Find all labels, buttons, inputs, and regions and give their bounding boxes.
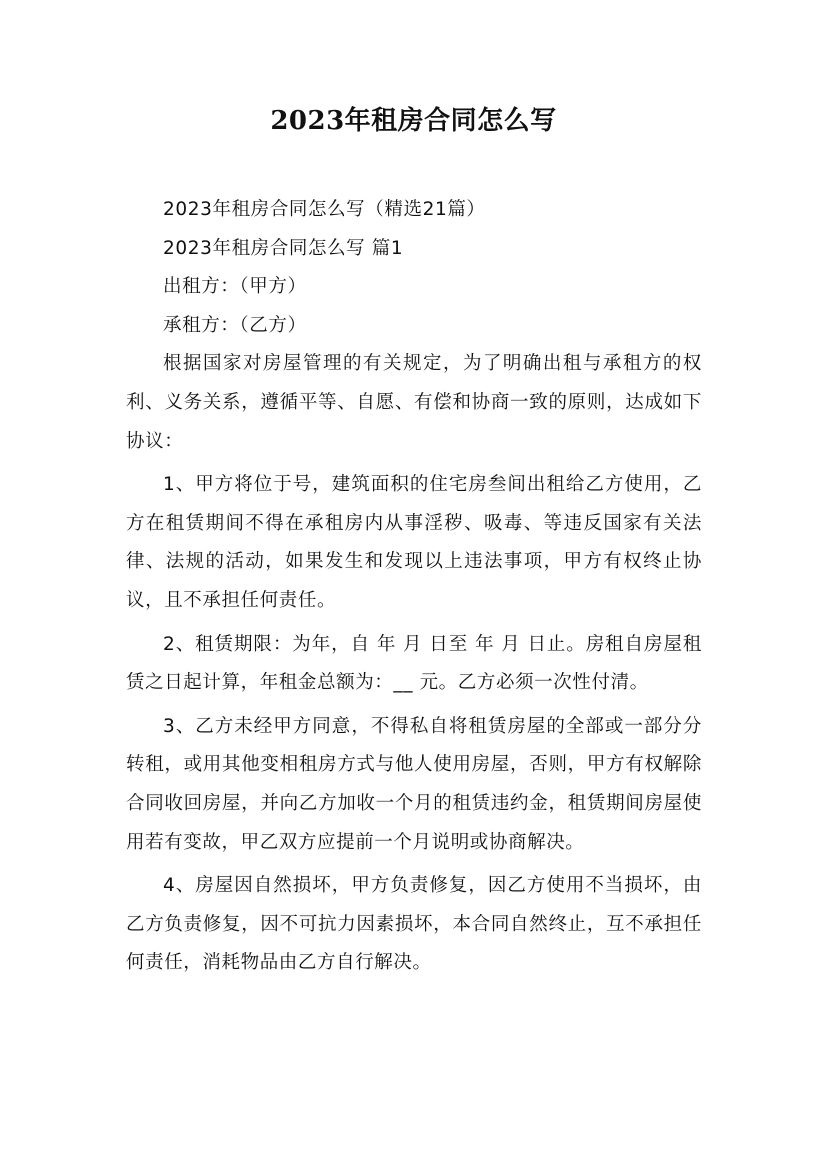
preamble-paragraph: 根据国家对房屋管理的有关规定，为了明确出租与承租方的权利、义务关系，遵循平等、自愿、有偿和协商一致的原则，达成如下协议： bbox=[126, 353, 702, 452]
section-heading: 2023年租房合同怎么写 篇1 bbox=[163, 237, 404, 259]
clause-paragraph: 2、租赁期限：为年，自 年 月 日至 年 月 日止。房租自房屋租赁之日起计算，年租金总额为：__ 元。乙方必须一次性付清。 bbox=[126, 633, 702, 694]
clause-paragraph: 4、房屋因自然损坏，甲方负责修复，因乙方使用不当损坏，由乙方负责修复，因不可抗力因素损坏，本合同自然终止，互不承担任何责任，消耗物品由乙方自行解决。 bbox=[126, 875, 702, 974]
document-body bbox=[126, 191, 702, 983]
document-title: 2023年租房合同怎么写 bbox=[270, 106, 557, 136]
clause-paragraph: 3、乙方未经甲方同意，不得私自将租赁房屋的全部或一部分分转租，或用其他变相租房方式与他人使用房屋，否则，甲方有权解除合同收回房屋，并向乙方加收一个月的租赁违约金，租赁期间房屋使用若有变故，甲乙双方应提前一个月说明或协商解决。 bbox=[126, 715, 702, 853]
document-subtitle: 2023年租房合同怎么写（精选21篇） bbox=[163, 199, 486, 220]
lessor-line: 出租方：（甲方） bbox=[163, 276, 307, 298]
lessee-line: 承租方：（乙方） bbox=[163, 314, 307, 336]
clause-paragraph: 1、甲方将位于号，建筑面积的住宅房叁间出租给乙方使用，乙方在租赁期间不得在承租房内从事淫秽、吸毒、等违反国家有关法律、法规的活动，如果发生和发现以上违法事项，甲方有权终止协议，且不承担任何责任。 bbox=[126, 474, 702, 611]
